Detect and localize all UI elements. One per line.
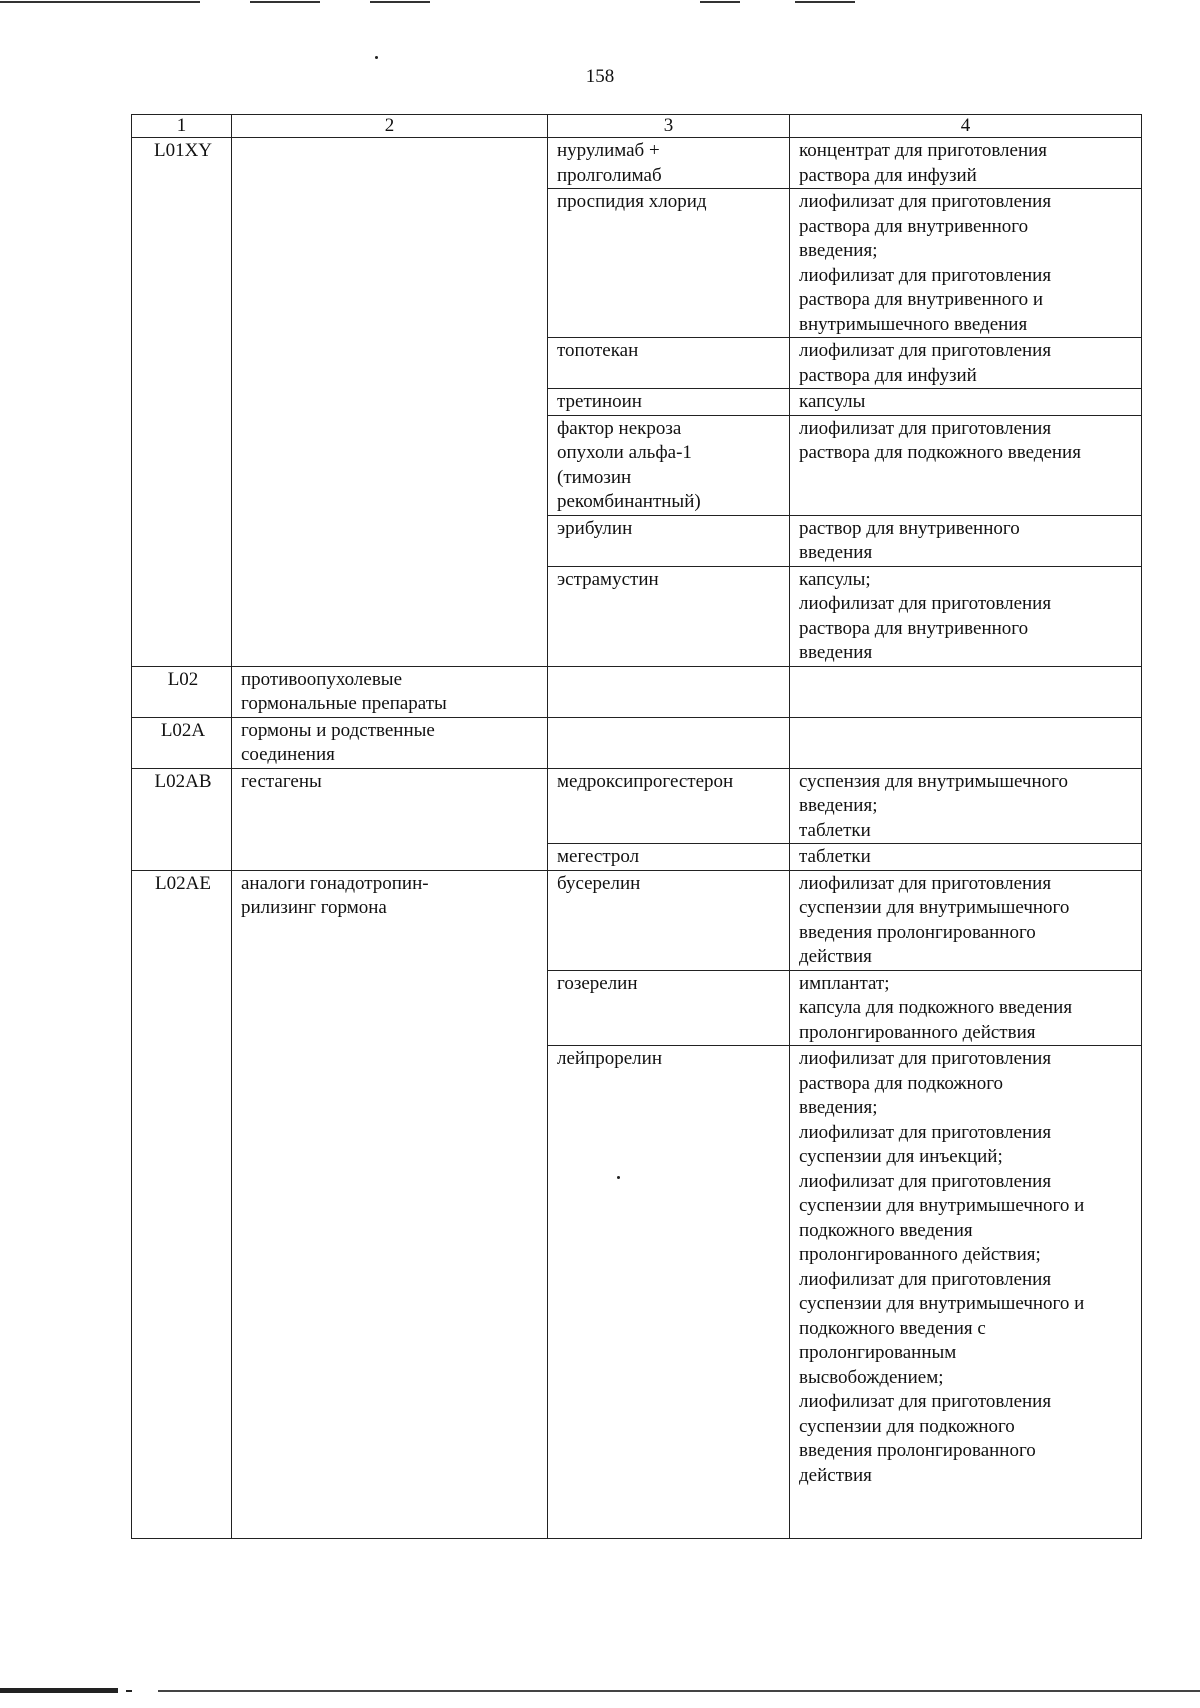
drug-name-cell: топотекан: [548, 338, 790, 389]
anatomical-group-cell: аналоги гонадотропин- рилизинг гормона: [232, 870, 548, 1539]
dosage-form-cell: концентрат для приготовления раствора для инфузий: [790, 138, 1142, 189]
table-row: [132, 768, 1142, 844]
drug-name-cell: третиноин: [548, 389, 790, 416]
anatomical-group-cell: гормоны и родственные соединения: [232, 717, 548, 768]
drug-name-cell: [548, 717, 790, 768]
page-number: 158: [585, 66, 615, 87]
table-header-row: [132, 115, 1142, 138]
dosage-form-cell: капсулы: [790, 389, 1142, 416]
drug-name-cell: гозерелин: [548, 970, 790, 1046]
drug-table: [131, 114, 1142, 1539]
drug-name-cell: проспидия хлорид: [548, 189, 790, 338]
scan-artifact-bottom: [0, 1686, 1200, 1694]
drug-name-cell: медроксипрогестерон: [548, 768, 790, 844]
dosage-form-cell: лиофилизат для приготовления раствора для подкожного введения: [790, 415, 1142, 515]
drug-name-cell: мегестрол: [548, 844, 790, 871]
dosage-form-cell: лиофилизат для приготовления раствора для внутривенного введения; лиофилизат для приготовления раствора для внутривенного и внутримышечного введения: [790, 189, 1142, 338]
anatomical-group-cell: противоопухолевые гормональные препараты: [232, 666, 548, 717]
table-row: [132, 138, 1142, 189]
drug-name-cell: эстрамустин: [548, 566, 790, 666]
atc-code-cell: L02: [132, 666, 232, 717]
column-header: 4: [790, 115, 1142, 138]
dosage-form-cell: имплантат; капсула для подкожного введения пролонгированного действия: [790, 970, 1142, 1046]
anatomical-group-cell: [232, 138, 548, 667]
atc-code-cell: L02A: [132, 717, 232, 768]
column-header: 2: [232, 115, 548, 138]
drug-name-cell: бусерелин: [548, 870, 790, 970]
table-row: [132, 717, 1142, 768]
dosage-form-cell: лиофилизат для приготовления раствора для подкожного введения; лиофилизат для приготовления суспензии для инъекций; лиофилизат для приготовления суспензии для внутримышечного и подкожного введения пролонгированного действия; лиофилизат для приготовления суспензии для внутримышечного и подкожного введения с пролонгированным высвобождением; лиофилизат для приготовления суспензии для подкожного введения пролонгированного действия: [790, 1046, 1142, 1539]
atc-code-cell: L02AE: [132, 870, 232, 1539]
dosage-form-cell: капсулы; лиофилизат для приготовления раствора для внутривенного введения: [790, 566, 1142, 666]
atc-code-cell: L01XY: [132, 138, 232, 667]
scan-artifact-top: [0, 0, 1200, 4]
column-header: 3: [548, 115, 790, 138]
dosage-form-cell: раствор для внутривенного введения: [790, 515, 1142, 566]
dosage-form-cell: таблетки: [790, 844, 1142, 871]
scan-speck: [375, 56, 378, 59]
table-row: [132, 870, 1142, 970]
dosage-form-cell: суспензия для внутримышечного введения; таблетки: [790, 768, 1142, 844]
drug-name-cell: нурулимаб + пролголимаб: [548, 138, 790, 189]
drug-name-cell: фактор некроза опухоли альфа-1 (тимозин рекомбинантный): [548, 415, 790, 515]
table-row: [132, 666, 1142, 717]
dosage-form-cell: [790, 717, 1142, 768]
anatomical-group-cell: гестагены: [232, 768, 548, 870]
drug-name-cell: эрибулин: [548, 515, 790, 566]
dosage-form-cell: лиофилизат для приготовления раствора для инфузий: [790, 338, 1142, 389]
drug-name-cell: лейпрорелин: [548, 1046, 790, 1539]
dosage-form-cell: [790, 666, 1142, 717]
atc-code-cell: L02AB: [132, 768, 232, 870]
column-header: 1: [132, 115, 232, 138]
dosage-form-cell: лиофилизат для приготовления суспензии для внутримышечного введения пролонгированного действия: [790, 870, 1142, 970]
drug-name-cell: [548, 666, 790, 717]
